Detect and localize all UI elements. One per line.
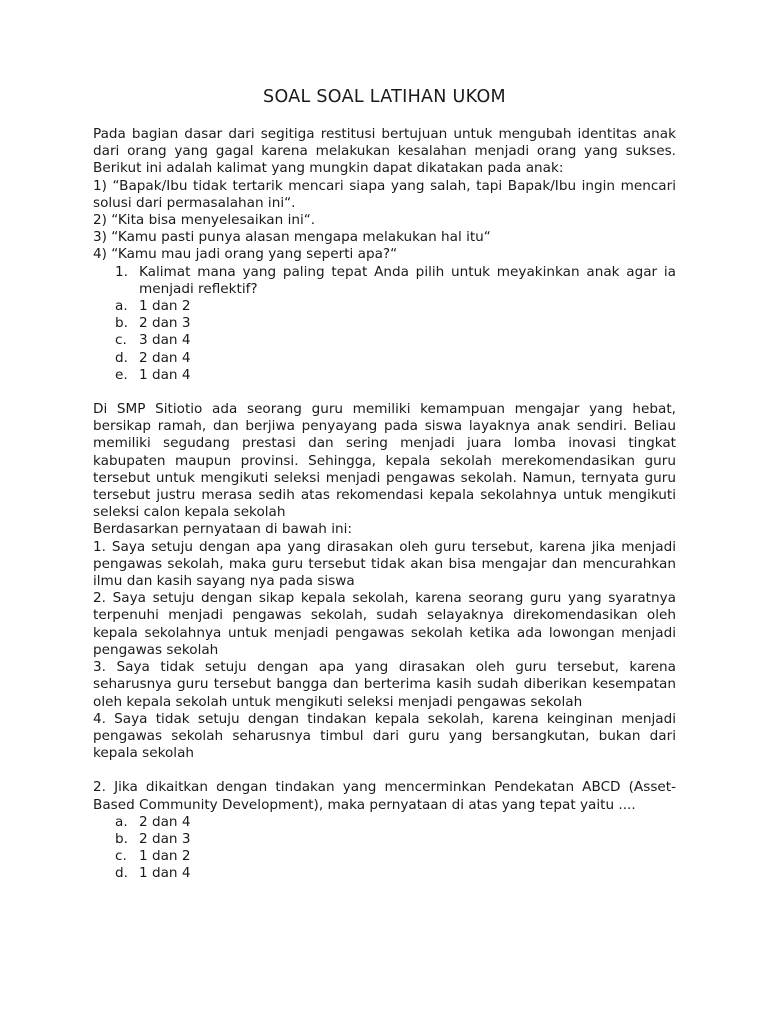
question-2-text: 2. Jika dikaitkan dengan tindakan yang mencerminkan Pendekatan ABCD (Asset-Based Community Development), maka pernyataan di atas yang tepat yaitu .... [93,779,676,813]
question-1-option-b [93,315,676,332]
section2-intro: Di SMP Sitiotio ada seorang guru memiliki kemampuan mengajar yang hebat, bersikap ramah, dan berjiwa penyayang pada siswa layaknya anak sendiri. Beliau memiliki segudang prestasi dan sering menjadi juara lomba inovasi tingkat kabupaten maupun provinsi. Sehingga, kepala sekolah merekomendasikan guru tersebut untuk mengikuti seleksi menjadi pengawas sekolah. Namun, ternyata guru tersebut justru merasa sedih atas rekomendasi kepala sekolahnya untuk mengikuti seleksi calon kepala sekolah [93,401,676,521]
question-2-option-a [93,814,676,831]
option-label: b. [115,830,128,847]
document-body [93,126,676,883]
section1-statement-4: 4) “Kamu mau jadi orang yang seperti apa?“ [93,246,398,263]
option-label: a. [115,298,128,315]
option-label: e. [115,366,128,383]
question-1-number: 1. [115,263,128,280]
section2-statement-3: 3. Saya tidak setuju dengan apa yang dirasakan oleh guru tersebut, karena seharusnya guru tersebut bangga dan berterima kasih sudah diberikan kesempatan oleh kepala sekolah untuk mengikuti seleksi menjadi pengawas sekolah [93,659,676,710]
option-text: 1 dan 4 [139,366,191,383]
question-1-option-e [93,367,676,384]
question-2-option-d [93,865,676,882]
page-title: SOAL SOAL LATIHAN UKOM [263,87,506,107]
section-spacer [93,762,676,779]
question-2-option-c [93,848,676,865]
question-2-option-b [93,831,676,848]
option-text: 1 dan 2 [139,298,191,315]
option-label: a. [115,813,128,830]
section2-statement-2: 2. Saya setuju dengan sikap kepala sekolah, karena seorang guru yang syaratnya terpenuhi menjadi pengawas sekolah, sudah selayaknya direkomendasikan oleh kepala sekolahnya untuk menjadi pengawas sekolah ketika ada lowongan menjadi pengawas sekolah [93,590,676,658]
option-text: 2 dan 4 [139,813,191,830]
option-text: 2 dan 3 [139,315,191,332]
option-text: 2 dan 3 [139,830,191,847]
question-1-option-d [93,350,676,367]
option-label: d. [115,349,128,366]
option-label: d. [115,865,128,882]
option-text: 3 dan 4 [139,332,191,349]
section1-statement-1: 1) “Bapak/Ibu tidak tertarik mencari siapa yang salah, tapi Bapak/Ibu ingin mencari solusi dari permasalahan ini“. [93,177,676,211]
question-1-option-a [93,298,676,315]
option-text: 1 dan 4 [139,865,191,882]
section1-statement-3: 3) “Kamu pasti punya alasan mengapa melakukan hal itu“ [93,229,491,246]
section2-statement-1: 1. Saya setuju dengan apa yang dirasakan oleh guru tersebut, karena jika menjadi pengawas sekolah, maka guru tersebut tidak akan bisa mengajar dan mencurahkan ilmu dan kasih sayang nya pada siswa [93,538,676,590]
question-1-text: Kalimat mana yang paling tepat Anda pilih untuk meyakinkan anak agar ia menjadi reflektif? [139,263,676,297]
option-label: c. [115,332,127,349]
question-1 [93,264,676,298]
question-1-option-c [93,332,676,349]
section2-lead: Berdasarkan pernyataan di bawah ini: [93,521,352,538]
option-text: 2 dan 4 [139,349,191,366]
section1-intro: Pada bagian dasar dari segitiga restitusi bertujuan untuk mengubah identitas anak dari orang yang gagal karena melakukan kesalahan menjadi orang yang sukses. Berikut ini adalah kalimat yang mungkin dapat dikatakan pada anak: [93,126,676,177]
option-text: 1 dan 2 [139,848,191,865]
option-label: b. [115,315,128,332]
section2-statement-4: 4. Saya tidak setuju dengan tindakan kepala sekolah, karena keinginan menjadi pengawas sekolah seharusnya timbul dari guru yang bersangkutan, bukan dari kepala sekolah [93,710,676,762]
section-spacer [93,384,676,401]
option-label: c. [115,848,127,865]
section1-statement-2: 2) “Kita bisa menyelesaikan ini“. [93,212,316,229]
